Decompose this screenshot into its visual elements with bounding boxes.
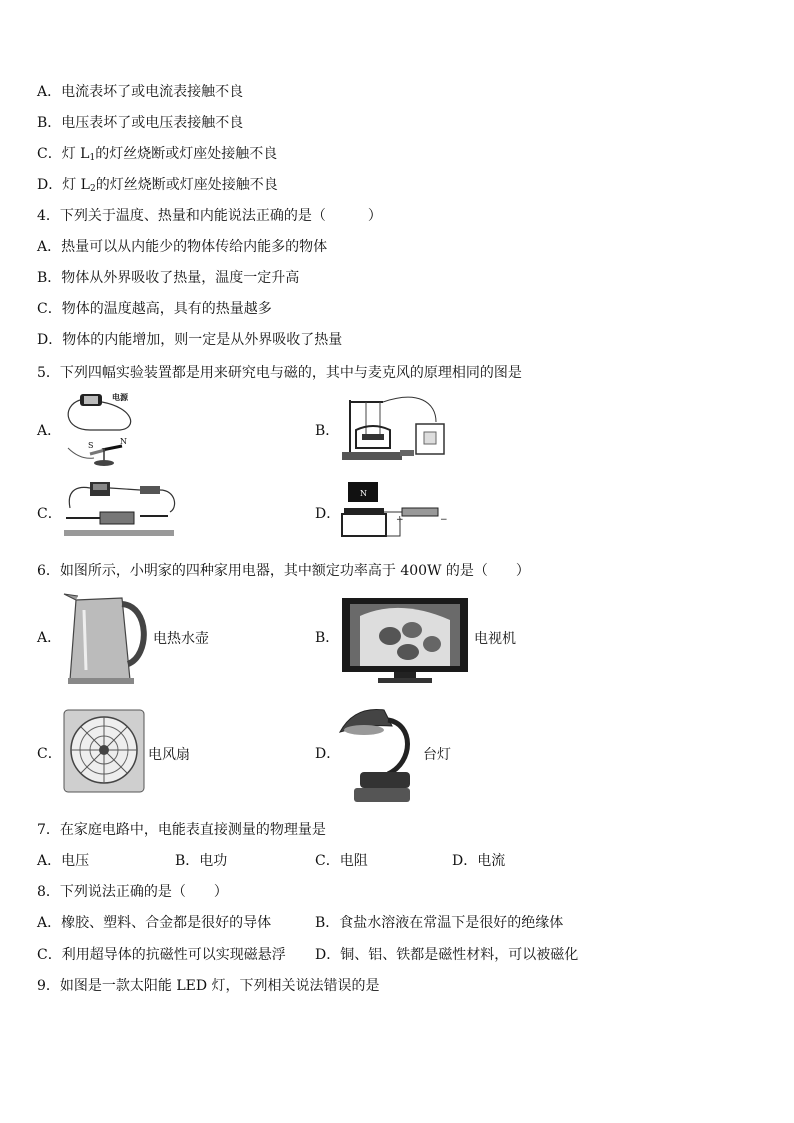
minus-sign: − [440,515,448,525]
kettle-image [62,590,150,686]
fan-caption: 电风扇 [148,747,190,763]
q8-option-b: B．食盐水溶液在常温下是很好的绝缘体 [315,915,564,931]
battery-label-shape [84,396,98,404]
lamp-base-shape [354,788,410,802]
q7-option-b: B．电功 [175,853,228,869]
q4-stem: 4．下列关于温度、热量和内能说法正确的是（ ） [37,208,382,224]
q5-label-d: D． [315,506,341,522]
coil-shape [100,512,134,524]
q3-option-d: D．灯 $L_2$的灯丝烧断或灯座处接触不良 [37,177,278,194]
q5-figure-c [60,478,180,544]
q5-stem: 5．下列四幅实验装置都是用来研究电与磁的，其中与麦克风的原理相同的图是 [37,365,522,381]
q5-figure-b [338,392,448,466]
q5-label-c: C． [37,506,62,522]
lead-wire-shape [383,397,436,422]
lamp-caption: 台灯 [423,747,451,763]
rod-shape [362,434,384,440]
compass-needle-s-shape [90,450,105,454]
kettle-spout-shape [64,594,78,600]
fruit-3-shape [397,644,419,660]
q7-option-c: C．电阻 [315,853,368,869]
q8-option-a: A．橡胶、塑料、合金都是很好的导体 [37,915,272,931]
q6-stem: 6．如图所示，小明家的四种家用电器，其中额定功率高于 400W 的是（ ） [37,563,530,579]
q7-option-a: A．电压 [37,853,90,869]
fan-hub-shape [99,745,109,755]
rheostat-shape [140,486,160,494]
q7-option-d: D．电流 [452,853,506,869]
q3-option-a: A．电流表坏了或电流表接触不良 [37,84,244,100]
compass-base-shape [94,460,114,466]
galvanometer-dial-shape [424,432,436,444]
q7-stem: 7．在家庭电路中，电能表直接测量的物理量是 [37,822,326,838]
tv-stand-shape [378,678,432,683]
q4-option-b: B．物体从外界吸收了热量，温度一定升高 [37,270,300,286]
base-shape [342,452,402,460]
fruit-2-shape [402,622,422,638]
q6-label-c: C． [37,746,62,762]
fan-image [62,708,146,794]
desk-lamp-image [334,702,424,806]
compass-needle-shape [102,446,122,450]
q4-option-a: A．热量可以从内能少的物体传给内能多的物体 [37,239,328,255]
q5-label-b: B． [315,423,340,439]
q6-label-d: D． [315,746,341,762]
battery-top-shape [93,484,107,490]
kettle-body-shape [70,598,130,680]
n-label: N [360,489,367,498]
s-pole-label: S [88,441,94,450]
tv-neck-shape [394,672,416,678]
fruit-4-shape [423,636,441,652]
q6-label-b: B． [315,630,340,646]
kettle-highlight-shape [84,610,86,670]
q9-stem: 9．如图是一款太阳能 LED 灯，下列相关说法错误的是 [37,978,380,994]
lamp-clip-shape [360,772,410,788]
base-shape [64,530,174,536]
lamp-bulb-area-shape [344,725,384,735]
tv-caption: 电视机 [474,631,516,647]
power-label: 电源 [112,392,128,402]
plus-sign: + [396,515,404,525]
n-pole-label: N [120,437,127,446]
tv-image [340,596,470,686]
q4-option-c: C．物体的温度越高，具有的热量越多 [37,301,272,317]
q8-option-c: C．利用超导体的抗磁性可以实现磁悬浮 [37,947,286,963]
q3-option-b: B．电压表坏了或电压表接触不良 [37,115,244,131]
frame-shape [342,514,386,536]
q5-label-a: A． [37,423,62,439]
q5-figure-d [338,478,453,546]
kettle-caption: 电热水壶 [153,631,209,647]
q4-option-d: D．物体的内能增加，则一定是从外界吸收了热量 [37,332,343,348]
lamp-neck-shape [388,720,408,774]
kettle-base-shape [68,678,134,684]
q6-label-a: A． [37,630,62,646]
fruit-1-shape [379,627,401,645]
q5-figure-a [60,388,145,468]
battery-pack-shape [402,508,438,516]
switch-shape [400,450,414,456]
q8-stem: 8．下列说法正确的是（ ） [37,884,228,900]
q8-option-d: D．铜、铝、铁都是磁性材料，可以被磁化 [315,947,579,963]
q3-option-c: C．灯 $L_1$的灯丝烧断或灯座处接触不良 [37,146,278,163]
